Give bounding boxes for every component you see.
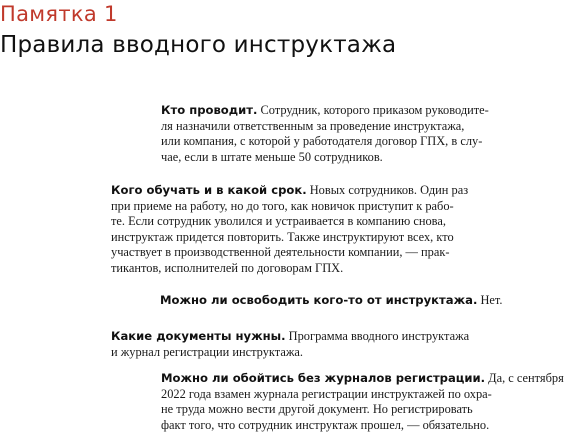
paragraph-line: [161, 371, 564, 387]
paragraph-line: участвует в производственной деятельности компании, — прак-: [111, 245, 450, 259]
paragraph-line: [111, 329, 470, 345]
paragraph-line: или компания, с которой у работодателя договор ГПХ, в слу-: [161, 134, 483, 148]
who-to-train-paragraph: [111, 183, 469, 276]
documents-paragraph: [111, 329, 470, 360]
page-title: Правила вводного инструктажа: [0, 32, 397, 58]
paragraph-text: Да, с сентября: [485, 371, 564, 385]
exemption-paragraph: [160, 293, 503, 309]
paragraph-line: тикантов, исполнителей по договорам ГПХ.: [111, 260, 344, 275]
paragraph-line: ля назначили ответственным за проведение инструктажа,: [161, 118, 465, 133]
paragraph-line: чае, если в штате меньше 50 сотрудников.: [161, 149, 383, 164]
memo-label: Памятка 1: [0, 2, 118, 26]
journals-paragraph: [161, 371, 564, 433]
paragraph-line: [161, 103, 489, 119]
paragraph-lead: Можно ли обойтись без журналов регистрации.: [161, 371, 486, 385]
paragraph-line: и журнал регистрации инструктажа.: [111, 344, 303, 359]
paragraph-lead: Можно ли освободить кого-то от инструктажа.: [160, 293, 478, 307]
paragraph-line: [160, 293, 503, 309]
paragraph-line: не труда можно вести другой документ. Но регистрировать: [161, 402, 473, 416]
paragraph-line: [111, 183, 469, 199]
paragraph-lead: Кто проводит.: [161, 103, 258, 117]
paragraph-lead: Кого обучать и в какой срок.: [111, 183, 307, 197]
paragraph-text: Программа вводного инструктажа: [285, 329, 470, 343]
paragraph-line: 2022 года взамен журнала регистрации инструктажей по охра-: [161, 386, 492, 401]
paragraph-text: Сотрудник, которого приказом руководите-: [257, 103, 489, 117]
who-conducts-paragraph: [161, 103, 489, 165]
paragraph-text: Новых сотрудников. Один раз: [306, 183, 469, 197]
paragraph-line: при приеме на работу, но до того, как новичок приступит к рабо-: [111, 198, 454, 213]
paragraph-line: те. Если сотрудник уволился и устраивается в компанию снова,: [111, 214, 446, 228]
paragraph-text: Нет.: [477, 293, 503, 307]
paragraph-line: факт того, что сотрудник инструктаж прошел, — обязательно.: [161, 417, 490, 432]
paragraph-line: инструктаж придется повторить. Также инструктируют всех, кто: [111, 229, 454, 244]
paragraph-lead: Какие документы нужны.: [111, 329, 286, 343]
